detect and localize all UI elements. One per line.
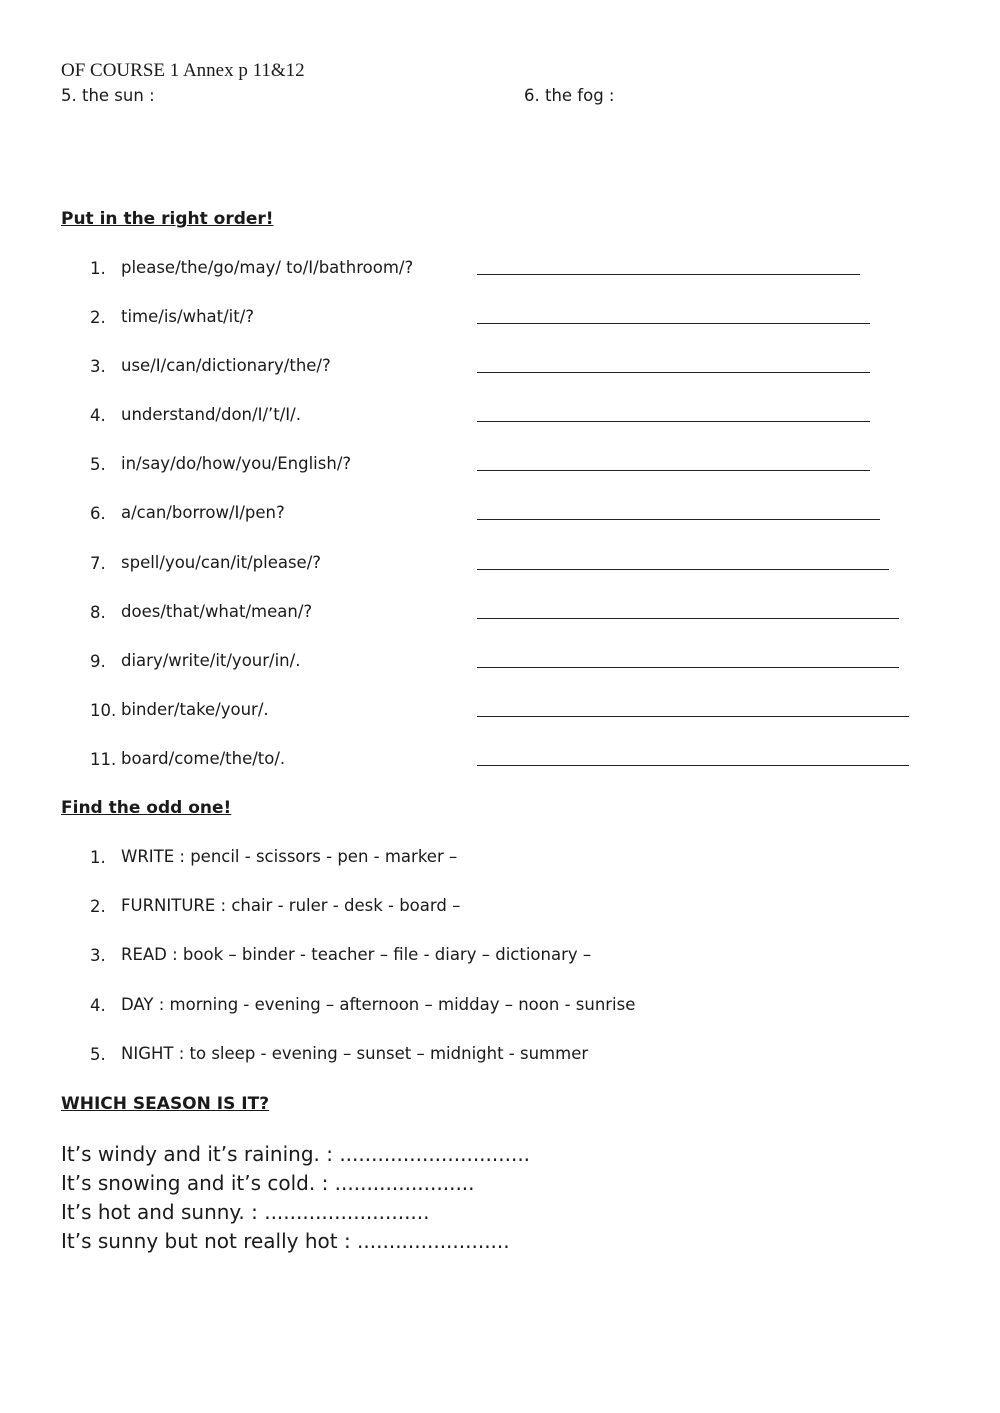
item-text: please/the/go/may/ to/I/bathroom/? <box>121 258 414 277</box>
answer-line[interactable] <box>477 372 870 373</box>
answer-line[interactable] <box>477 716 909 717</box>
item-number: 11. <box>90 750 117 769</box>
answer-line[interactable] <box>477 470 870 471</box>
item-number: 9. <box>90 652 106 671</box>
item-number: 10. <box>90 701 117 720</box>
sun-item: 5. the sun : <box>61 86 155 105</box>
item-number: 1. <box>90 259 106 278</box>
order-section-title: Put in the right order! <box>61 209 274 229</box>
item-text: WRITE : pencil - scissors - pen - marker – <box>121 847 458 866</box>
answer-line[interactable] <box>477 618 899 619</box>
item-text: a/can/borrow/I/pen? <box>121 503 285 522</box>
item-text: NIGHT : to sleep - evening – sunset – midnight - summer <box>121 1044 589 1063</box>
answer-line[interactable] <box>477 421 870 422</box>
item-text: in/say/do/how/you/English/? <box>121 454 352 473</box>
season-line: It’s windy and it’s raining. : .............................. <box>61 1142 531 1166</box>
season-line: It’s sunny but not really hot : ........................ <box>61 1229 510 1253</box>
item-text: does/that/what/mean/? <box>121 602 313 621</box>
worksheet-title: OF COURSE 1 Annex p 11&12 <box>61 60 305 81</box>
season-line: It’s snowing and it’s cold. : ...................... <box>61 1171 475 1195</box>
fog-item: 6. the fog : <box>524 86 615 105</box>
answer-line[interactable] <box>477 667 899 668</box>
answer-line[interactable] <box>477 323 870 324</box>
item-number: 5. <box>90 1045 106 1064</box>
item-number: 3. <box>90 946 106 965</box>
item-number: 2. <box>90 897 106 916</box>
item-text: use/I/can/dictionary/the/? <box>121 356 331 375</box>
item-number: 4. <box>90 406 106 425</box>
season-line: It’s hot and sunny. : .......................... <box>61 1200 430 1224</box>
answer-line[interactable] <box>477 274 860 275</box>
item-number: 8. <box>90 603 106 622</box>
item-number: 5. <box>90 455 106 474</box>
item-text: time/is/what/it/? <box>121 307 255 326</box>
item-text: spell/you/can/it/please/? <box>121 553 322 572</box>
item-text: DAY : morning - evening – afternoon – midday – noon - sunrise <box>121 995 636 1014</box>
item-text: diary/write/it/your/in/. <box>121 651 301 670</box>
item-number: 4. <box>90 996 106 1015</box>
item-number: 1. <box>90 848 106 867</box>
odd-section-title: Find the odd one! <box>61 798 232 818</box>
item-number: 6. <box>90 504 106 523</box>
answer-line[interactable] <box>477 519 880 520</box>
item-text: binder/take/your/. <box>121 700 269 719</box>
answer-line[interactable] <box>477 569 889 570</box>
item-text: READ : book – binder - teacher – file - diary – dictionary – <box>121 945 592 964</box>
item-text: FURNITURE : chair - ruler - desk - board – <box>121 896 461 915</box>
item-text: understand/don/I/’t/I/. <box>121 405 301 424</box>
answer-line[interactable] <box>477 765 909 766</box>
item-number: 7. <box>90 554 106 573</box>
item-number: 3. <box>90 357 106 376</box>
season-section-title: WHICH SEASON IS IT? <box>61 1094 270 1114</box>
item-text: board/come/the/to/. <box>121 749 286 768</box>
item-number: 2. <box>90 308 106 327</box>
